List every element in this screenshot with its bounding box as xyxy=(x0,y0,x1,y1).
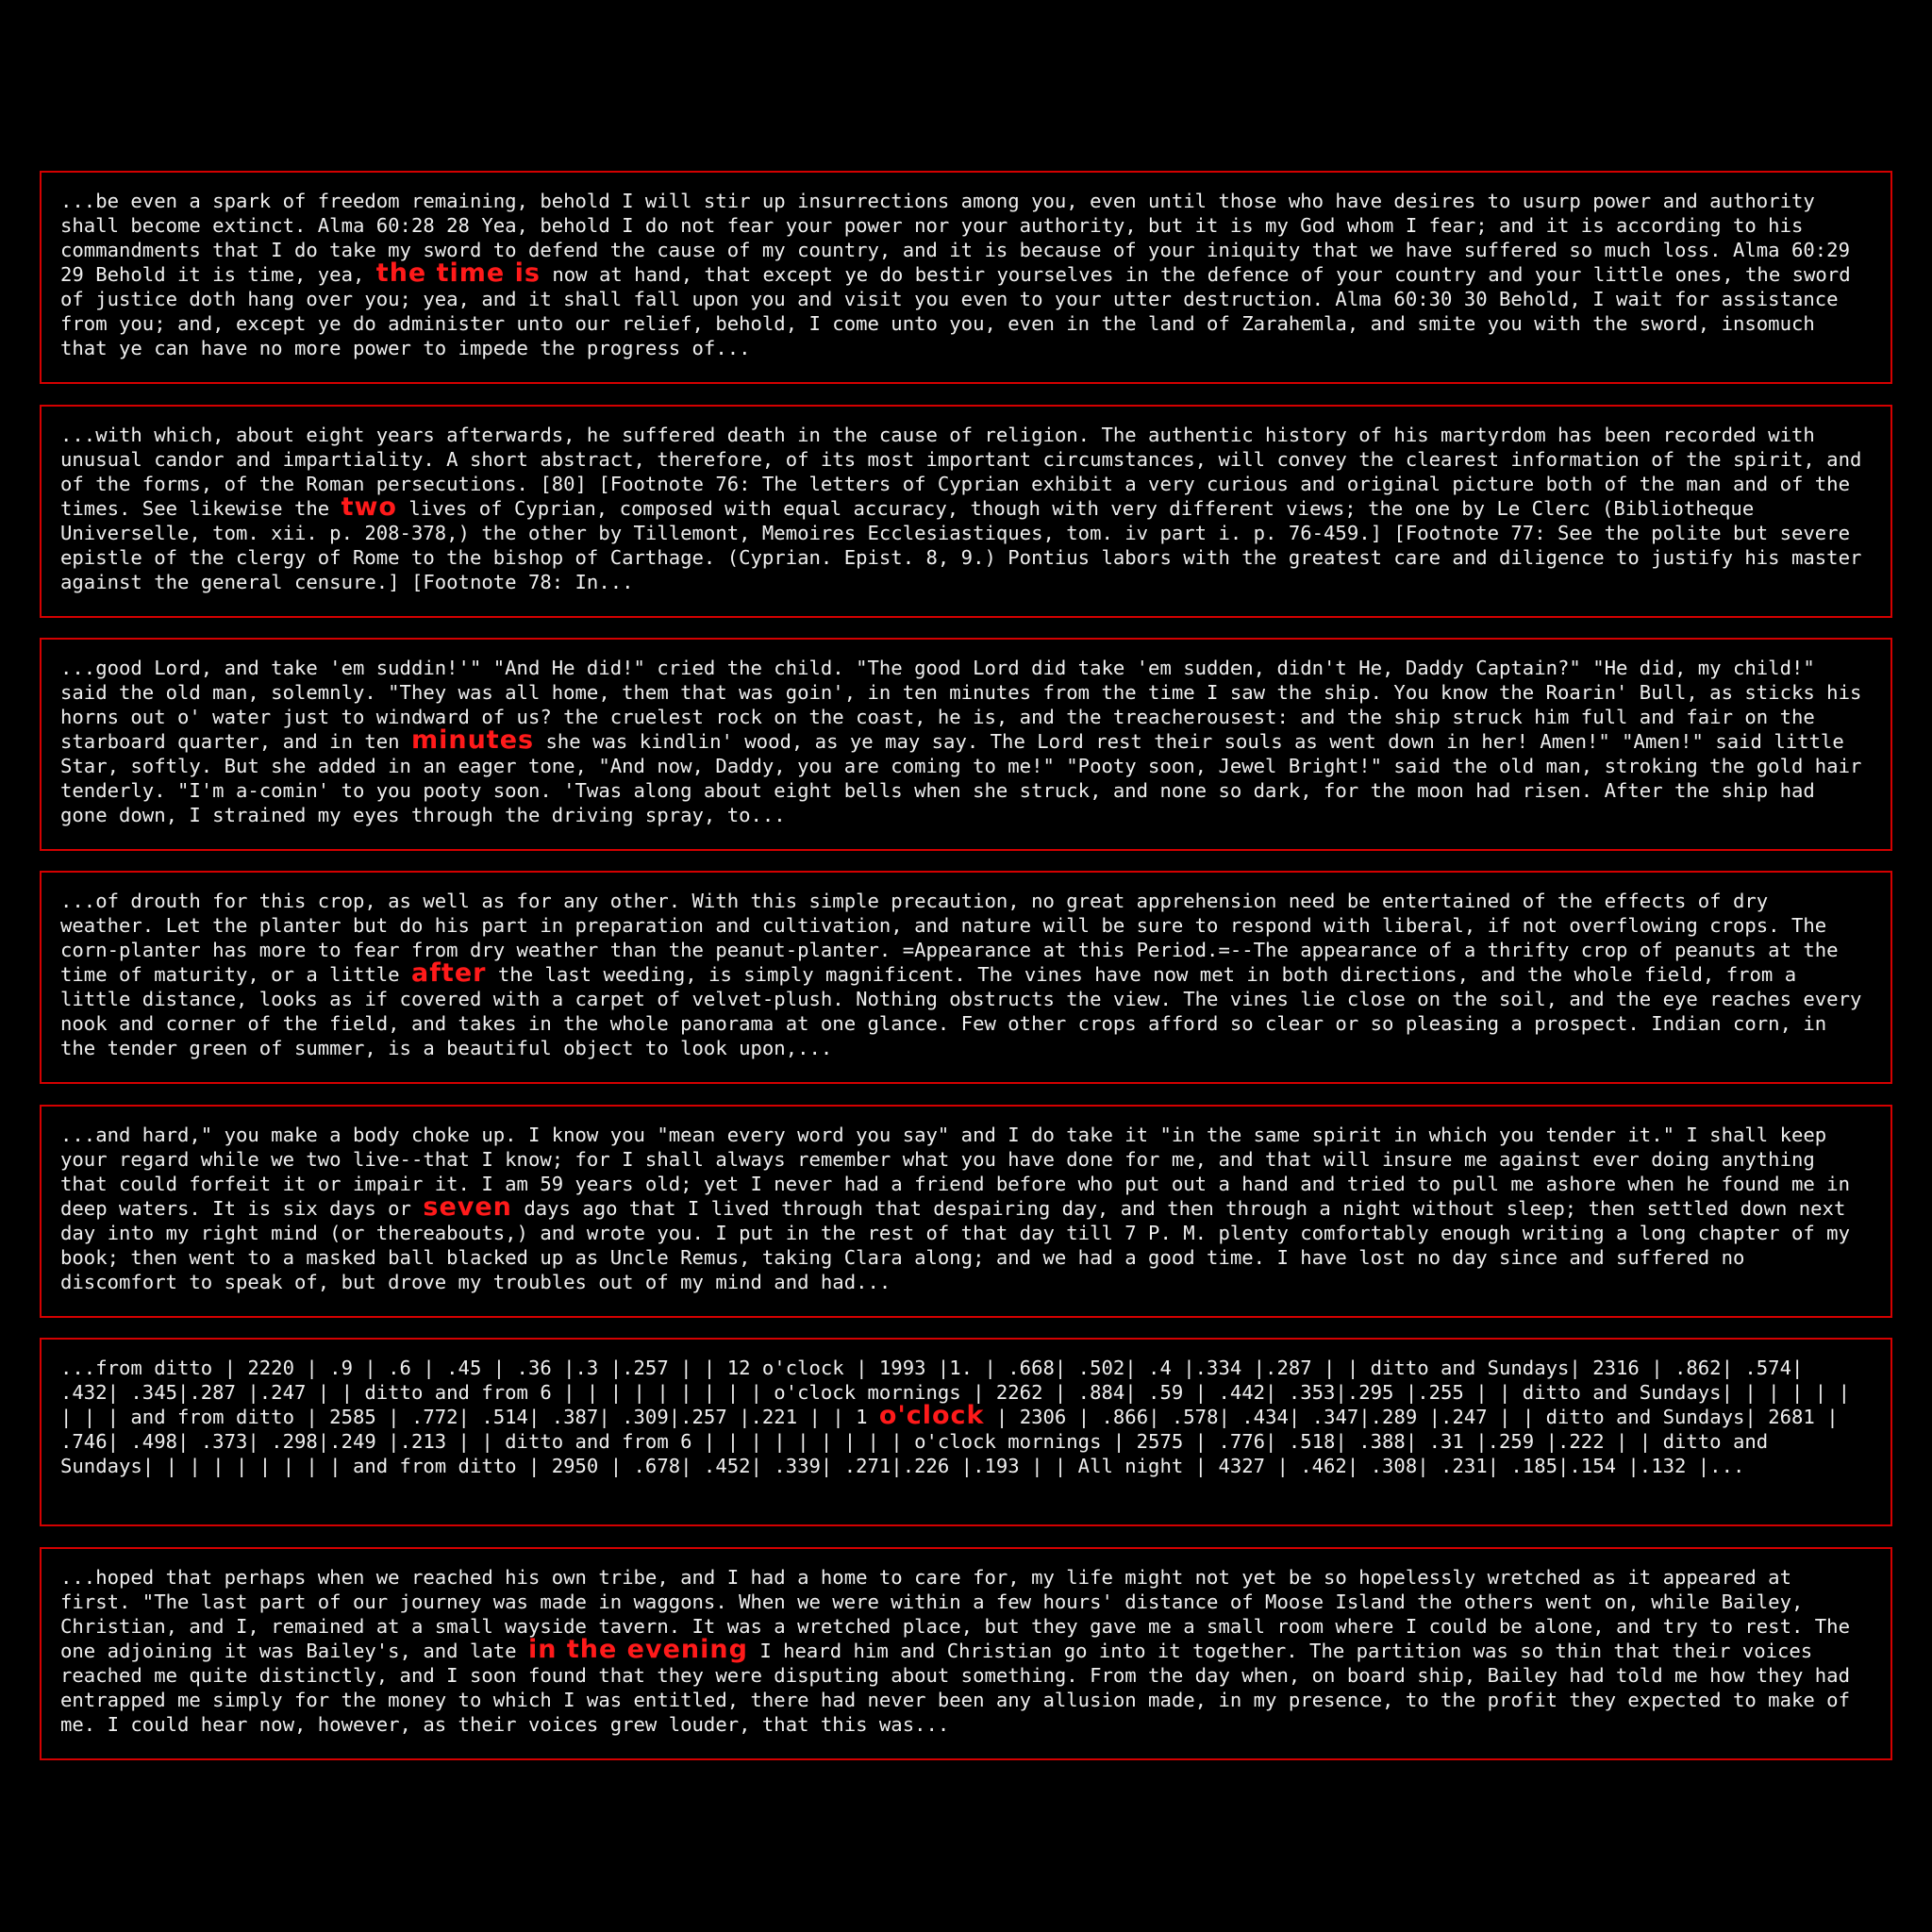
passage-box-7 xyxy=(40,1547,1892,1760)
passage-4-highlight: after xyxy=(410,958,487,988)
passage-2-text-after: lives of Cyprian, composed with equal accuracy, though with very different views; the one by Le Clerc (Bibliotheque Universelle, tom. xii. p. 208-378,) the other by Tillemont, Memoires Ecclesiastiques, tom. iv part i. p. 76-459.] [Footnote 77: See the polite but severe epistle of the clergy of Rome to the bishop of Carthage. (Cyprian. Epist. 8, 9.) Pontius labors with the greatest care and diligence to justify his master against the general censure.] [Footnote 78: In... xyxy=(60,497,1862,593)
passage-3-highlight: minutes xyxy=(410,725,535,755)
passage-box-6 xyxy=(40,1338,1892,1526)
passage-3-text-after: she was kindlin' wood, as ye may say. The Lord rest their souls as went down in her! Amen!" "Amen!" said little Star, softly. But she added in an eager tone, "And now, Daddy, you are coming to me!" "Pooty soon, Jewel Bright!" said the old man, stroking the gold hair tenderly. "I'm a-comin' to you pooty soon. 'Twas along about eight bells when she struck, and none so dark, for the moon had risen. After the ship had gone down, I strained my eyes through the driving spray, to... xyxy=(60,730,1862,826)
passage-text-2 xyxy=(60,423,1872,594)
passage-5-highlight: seven xyxy=(423,1192,512,1222)
passage-1-highlight: the time is xyxy=(375,258,541,288)
passage-5-text-before: ...and hard," you make a body choke up. I know you "mean every word you say" and I do take it "in the same spirit in which you tender it." I shall keep your regard while we two live--that I know; for I shall always remember what you have done for me, and that will insure me against ever doing anything that could forfeit it or impair it. I am 59 years old; yet I never had a friend before who put out a hand and tried to pull me ashore when he found me in deep waters. It is six days or xyxy=(60,1124,1850,1220)
passage-7-text-before: ...hoped that perhaps when we reached his own tribe, and I had a home to care for, my life might not yet be so hopelessly wretched as it appeared at first. "The last part of our journey was made in waggons. When we were within a few hours' distance of Moose Island the others went on, while Bailey, Christian, and I, remained at a small wayside tavern. It was a wretched place, but they gave me a small room where I could be alone, and try to rest. The one adjoining it was Bailey's, and late xyxy=(60,1566,1850,1662)
passage-6-text-before: ...from ditto | 2220 | .9 | .6 | .45 | .36 |.3 |.257 | | 12 o'clock | 1993 |1. | .668| .502| .4 |.334 |.287 | | ditto and Sundays| 2316 | .862| .574| .432| .345|.287 |.247 | | ditto and from 6 | | | | | | | | | o'clock mornings | 2262 | .884| .59 | .442| .353|.295 |.255 | | ditto and Sundays| | | | | | | | | and from ditto | 2585 | .772| .514| .387| .309|.257 |.221 | | 1 xyxy=(60,1357,1850,1428)
passage-box-1 xyxy=(40,171,1892,384)
passage-7-highlight: in the evening xyxy=(527,1635,748,1664)
passage-1-text-after: now at hand, that except ye do bestir yourselves in the defence of your country and your little ones, the sword of justice doth hang over you; yea, and it shall fall upon you and visit you even to your utter destruction. Alma 60:30 30 Behold, I wait for assistance from you; and, except ye do administer unto our relief, behold, I come unto you, even in the land of Zarahemla, and smite you with the sword, insomuch that ye can have no more power to impede the progress of... xyxy=(60,263,1851,359)
passage-text-6 xyxy=(60,1356,1872,1478)
passage-4-text-after: the last weeding, is simply magnificent. The vines have now met in both directions, and the whole field, from a little distance, looks as if covered with a carpet of velvet-plush. Nothing obstructs the view. The vines lie close on the soil, and the eye reaches every nook and corner of the field, and takes in the whole panorama at one glance. Few other crops afford so clear or so pleasing a prospect. Indian corn, in the tender green of summer, is a beautiful object to look upon,... xyxy=(60,963,1862,1059)
passage-text-7 xyxy=(60,1565,1872,1737)
passage-box-5 xyxy=(40,1105,1892,1318)
passage-2-highlight: two xyxy=(341,492,397,522)
passage-text-3 xyxy=(60,656,1872,827)
passage-box-4 xyxy=(40,871,1892,1084)
passage-box-2 xyxy=(40,405,1892,618)
passage-5-text-after: days ago that I lived through that despairing day, and then through a night without sleep; then settled down next day into my right mind (or thereabouts,) and wrote you. I put in the rest of that day till 7 P. M. plenty comfortably enough writing a long chapter of my book; then went to a masked ball blacked up as Uncle Remus, taking Clara along; and we had a good time. I have lost no day since and suffered no discomfort to speak of, but drove my troubles out of my mind and had... xyxy=(60,1197,1850,1293)
passage-4-text-before: ...of drouth for this crop, as well as for any other. With this simple precaution, no great apprehension need be entertained of the effects of dry weather. Let the planter but do his part in preparation and cultivation, and nature will be sure to respond with liberal, if not overflowing crops. The corn-planter has more to fear from dry weather than the peanut-planter. =Appearance at this Period.=--The appearance of a thrifty crop of peanuts at the time of maturity, or a little xyxy=(60,890,1839,986)
passage-7-text-after: I heard him and Christian go into it together. The partition was so thin that their voices reached me quite distinctly, and I soon found that they were disputing about something. From the day when, on board ship, Bailey had told me how they had entrapped me simply for the money to which I was entitled, there had never been any allusion made, in my presence, to the profit they expected to make of me. I could hear now, however, as their voices grew louder, that this was... xyxy=(60,1640,1850,1736)
passage-1-text-before: ...be even a spark of freedom remaining, behold I will stir up insurrections among you, even until those who have desires to usurp power and authority shall become extinct. Alma 60:28 28 Yea, behold I do not fear your power nor your authority, but it is my God whom I fear; and it is according to his commandments that I do take my sword to defend the cause of my country, and it is because of your iniquity that we have suffered so much loss. Alma 60:29 29 Behold it is time, yea, xyxy=(60,190,1850,286)
passage-2-text-before: ...with which, about eight years afterwards, he suffered death in the cause of religion. The authentic history of his martyrdom has been recorded with unusual candor and impartiality. A short abstract, therefore, of its most important circumstances, will convey the clearest information of the spirit, and of the forms, of the Roman persecutions. [80] [Footnote 76: The letters of Cyprian exhibit a very curious and original picture both of the man and of the times. See likewise the xyxy=(60,424,1862,520)
passage-3-text-before: ...good Lord, and take 'em suddin!'" "And He did!" cried the child. "The good Lord did take 'em sudden, didn't He, Daddy Captain?" "He did, my child!" said the old man, solemnly. "They was all home, them that was goin', in ten minutes from the time I saw the ship. You know the Roarin' Bull, as sticks his horns out o' water just to windward of us? the cruelest rock on the coast, he is, and the treacherousest: and the ship struck him full and fair on the starboard quarter, and in ten xyxy=(60,657,1862,753)
passage-text-4 xyxy=(60,889,1872,1060)
passage-box-3 xyxy=(40,638,1892,851)
passage-text-5 xyxy=(60,1123,1872,1294)
passage-text-1 xyxy=(60,189,1872,360)
passage-6-highlight: o'clock xyxy=(878,1401,985,1430)
passage-6-text-after: | 2306 | .866| .578| .434| .347|.289 |.247 | | ditto and Sundays| 2681 | .746| .498| .373| .298|.249 |.213 | | ditto and from 6 | | | | | | | | | o'clock mornings | 2575 | .776| .518| .388| .31 |.259 |.222 | | ditto and Sundays| | | | | | | | | and from ditto | 2950 | .678| .452| .339| .271|.226 |.193 | | All night | 4327 | .462| .308| .231| .185|.154 |.132 |... xyxy=(60,1406,1839,1477)
